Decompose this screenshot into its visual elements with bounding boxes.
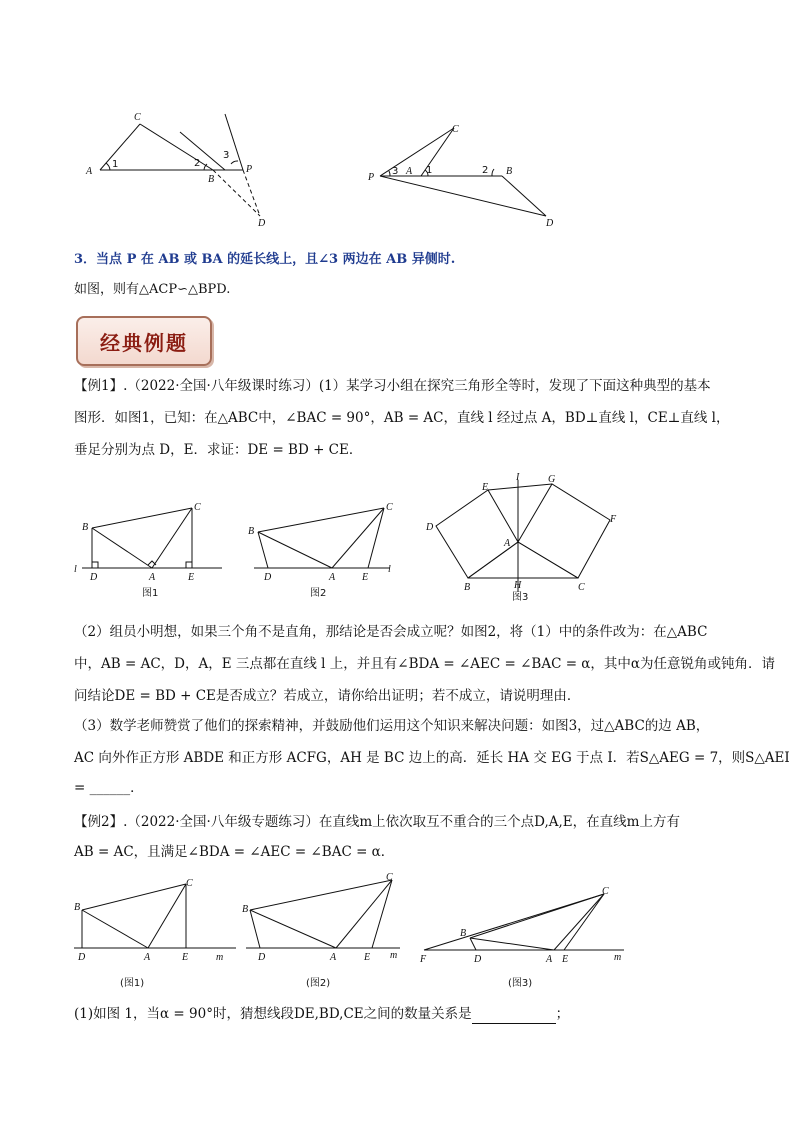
label-m: m [216,952,224,963]
caption: (图2) [306,978,331,989]
label-a: A [86,166,93,177]
example1-part2-line2: 中，AB = AC，D，A，E 三点都在直线 l 上，并且有∠BDA = ∠AEC = ∠BAC = α，其中α为任意锐角或钝角．请 [74,656,776,672]
label-l: l [388,564,391,575]
answer-blank [472,1009,556,1024]
example1-line2: 图形．如图1，已知：在△ABC中，∠BAC = 90°，AB = AC，直线 l 经过点 A，BD⊥直线 l，CE⊥直线 l， [74,410,730,426]
example1-part2-line1: （2）组员小明想，如果三个角不是直角，那结论是否会成立呢？如图2，将（1）中的条件改为：在△ABC [74,624,708,640]
label-i: I [516,472,520,483]
label-a: A [329,572,336,583]
label-l: l [74,564,77,575]
label-b: B [464,582,471,593]
label-p: P [246,164,253,175]
label-e: E [182,952,189,963]
example1-line1: 【例1】.（2022·全国·八年级课时练习）(1）某学习小组在探究三角形全等时，发现了下面这种典型的基本 [74,378,711,394]
label-2: 2 [194,158,201,169]
label-c: C [386,872,393,883]
label-b: B [460,928,467,939]
label-a: A [504,538,511,549]
caption: (图3) [508,978,533,989]
label-d: D [426,522,434,533]
label-b: B [82,522,89,533]
label-d: D [264,572,272,583]
label-b: B [242,904,249,915]
example1-part3-line3: = ______． [74,780,144,796]
top-left-figure [80,104,280,228]
label-c: C [386,502,393,513]
label-e: E [562,954,569,965]
example1-part2-line3: 问结论DE = BD + CE是否成立？若成立，请你给出证明；若不成立，请说明理由． [74,688,581,704]
example2-line1: 【例2】.（2022·全国·八年级专题练习）在直线m上依次取互不重合的三个点D,A,E，在直线m上方有 [74,814,680,830]
label-d: D [258,952,266,963]
badge-label: 经典例题 [100,330,188,355]
example1-figure2 [244,496,404,606]
label-a: A [149,572,156,583]
example1-part3-line1: （3）数学老师赞赏了他们的探索精神，并鼓励他们运用这个知识来解决问题：如图3，过△ABC的边 AB， [74,718,710,734]
label-d: D [78,952,86,963]
question1-end: ； [555,1006,570,1022]
label-m: m [390,950,398,961]
label-m: m [614,952,622,963]
caption: 图1 [142,588,159,599]
case3-title: 3．当点 P 在 AB 或 BA 的延长线上，且∠3 两边在 AB 异侧时. [74,252,456,267]
label-f: F [420,954,427,965]
question1-text: (1)如图 1，当α = 90°时，猜想线段DE,BD,CE之间的数量关系是 [74,1006,472,1022]
label-p: P [368,172,375,183]
label-1: 1 [426,165,433,176]
example1-part3-line2: AC 向外作正方形 ABDE 和正方形 ACFG，AH 是 BC 边上的高．延长 HA 交 EG 于点 I．若S△AEG = 7，则S△AEI [74,750,790,766]
label-b: B [74,902,81,913]
label-e: E [364,952,371,963]
label-b: B [248,526,255,537]
example2-figure3 [414,884,634,996]
label-c: C [186,878,193,889]
caption: 图3 [512,592,529,603]
label-d: D [474,954,482,965]
example2-question1 [74,1004,569,1024]
label-c: C [194,502,201,513]
label-2: 2 [482,165,489,176]
label-3: 3 [392,166,399,177]
label-b: B [506,166,513,177]
label-b: B [208,174,215,185]
label-d: D [546,218,554,229]
label-h: H [514,580,522,591]
label-a: A [406,166,413,177]
example2-figure1 [70,872,240,996]
label-g: G [548,474,556,485]
label-c: C [578,582,585,593]
label-d: D [90,572,98,583]
label-1: 1 [112,159,119,170]
label-e: E [188,572,195,583]
classic-examples-badge [76,316,212,366]
caption: (图1) [120,978,145,989]
top-right-figure [366,118,566,230]
case3-conclusion: 如图，则有△ACP∽△BPD. [74,282,231,297]
label-c: C [602,886,609,897]
label-a: A [546,954,553,965]
label-c: C [134,112,141,123]
example1-line3: 垂足分别为点 D，E．求证：DE = BD + CE． [74,442,363,458]
label-e: E [482,482,489,493]
example1-figure1 [72,496,232,606]
example1-figure3 [420,470,630,606]
label-3: 3 [223,150,230,161]
label-d: D [258,218,266,228]
example2-line2: AB = AC，且满足∠BDA = ∠AEC = ∠BAC = α． [74,844,395,860]
label-a: A [330,952,337,963]
label-c: C [452,124,459,135]
example2-figure2 [238,868,408,996]
label-f: F [610,514,617,525]
label-e: E [362,572,369,583]
caption: 图2 [310,588,327,599]
label-a: A [144,952,151,963]
